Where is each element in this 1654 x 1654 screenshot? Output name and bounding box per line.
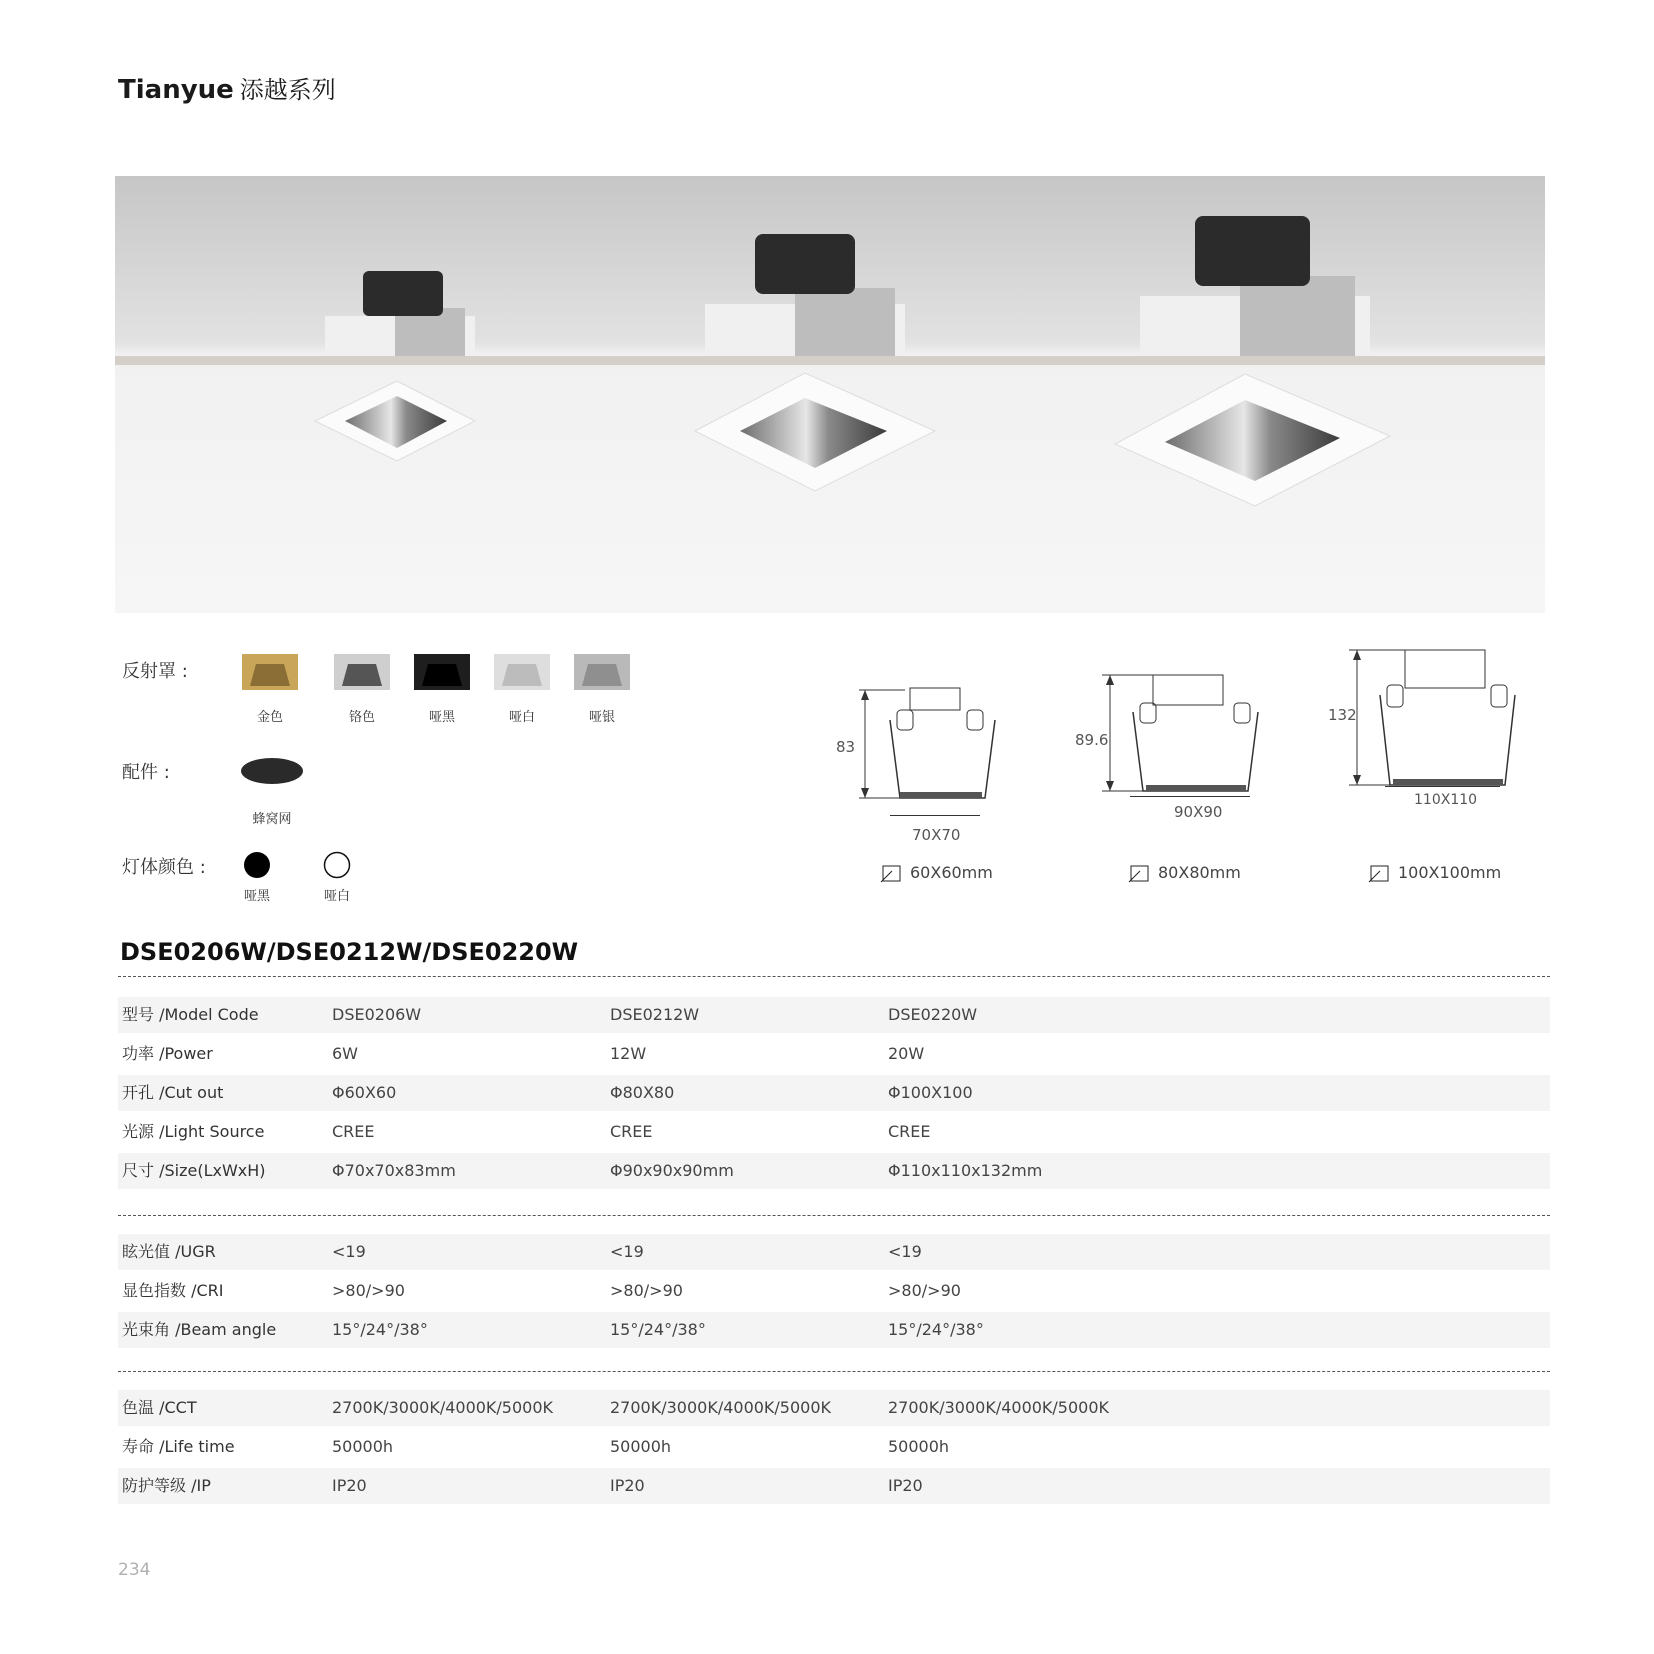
divider	[118, 1371, 1550, 1372]
spec-row	[118, 1075, 1550, 1111]
dimension-drawing-3	[1345, 645, 1525, 799]
dimension-height-2: 89.6	[1075, 731, 1109, 749]
dimension-drawing-1	[855, 680, 1015, 824]
spec-value: 2700K/3000K/4000K/5000K	[332, 1398, 554, 1417]
reflector-label: 反射罩 :	[122, 661, 188, 682]
spec-value: CREE	[610, 1122, 653, 1141]
dimension-width-2: 90X90	[1174, 803, 1223, 821]
spec-value: <19	[610, 1242, 644, 1261]
spec-value: 15°/24°/38°	[332, 1320, 428, 1339]
reflector-name-gold: 金色	[256, 710, 283, 725]
spec-row	[118, 1390, 1550, 1426]
cutout-size-1: 60X60mm	[910, 863, 993, 882]
spec-value: >80/>90	[888, 1281, 961, 1300]
spec-value: Φ80X80	[610, 1083, 675, 1102]
reflector-swatch-matte-white	[494, 652, 550, 696]
spec-row	[118, 1312, 1550, 1348]
spec-value: DSE0212W	[610, 1005, 700, 1024]
dimension-width-line-2	[1130, 796, 1250, 797]
reflector-name-matte-silver: 哑银	[588, 710, 615, 725]
spec-value: DSE0206W	[332, 1005, 422, 1024]
body-color-label: 灯体颜色 :	[122, 857, 206, 878]
spec-value: Φ100X100	[888, 1083, 973, 1102]
divider	[118, 976, 1550, 977]
spec-row	[118, 1036, 1550, 1072]
reflector-swatch-matte-black	[414, 652, 470, 696]
series-name: 添越系列	[239, 76, 336, 104]
spec-value: 2700K/3000K/4000K/5000K	[888, 1398, 1110, 1417]
reflector-swatch-matte-silver	[574, 652, 630, 696]
spec-value: IP20	[610, 1476, 645, 1495]
divider	[118, 1215, 1550, 1216]
spec-value: Φ60X60	[332, 1083, 397, 1102]
spec-value: Φ110x110x132mm	[888, 1161, 1043, 1180]
dimension-width-line-1	[890, 815, 980, 816]
spec-value: IP20	[332, 1476, 367, 1495]
spec-label: 寿命 /Life time	[122, 1437, 235, 1456]
body-color-swatch-white	[322, 850, 352, 884]
spec-value: >80/>90	[332, 1281, 405, 1300]
brand-name: Tianyue	[118, 75, 234, 105]
spec-label: 功率 /Power	[122, 1044, 213, 1063]
cutout-icon	[1368, 864, 1390, 888]
spec-value: Φ70x70x83mm	[332, 1161, 456, 1180]
body-color-swatch-black	[242, 850, 272, 884]
spec-value: CREE	[332, 1122, 375, 1141]
spec-value: 50000h	[332, 1437, 394, 1456]
dimension-width-3: 110X110	[1414, 792, 1478, 808]
cutout-size-3: 100X100mm	[1398, 863, 1502, 882]
spec-label: 色温 /CCT	[122, 1398, 197, 1417]
dimension-height-3: 132	[1328, 706, 1357, 724]
spec-value: 50000h	[610, 1437, 672, 1456]
spec-row	[118, 1234, 1550, 1270]
product-small	[315, 271, 475, 461]
spec-value: >80/>90	[610, 1281, 683, 1300]
accessory-label: 配件 :	[122, 762, 170, 783]
spec-value: 12W	[610, 1044, 647, 1063]
spec-value: <19	[888, 1242, 922, 1261]
spec-value: 15°/24°/38°	[610, 1320, 706, 1339]
spec-label: 防护等级 /IP	[122, 1476, 211, 1495]
page-number: 234	[118, 1560, 151, 1580]
spec-value: <19	[332, 1242, 366, 1261]
honeycomb-swatch	[240, 756, 304, 790]
model-heading: DSE0206W/DSE0212W/DSE0220W	[120, 938, 579, 966]
accessory-name-honeycomb: 蜂窝网	[252, 812, 292, 827]
spec-label: 眩光值 /UGR	[122, 1242, 216, 1261]
hero-product-image	[115, 176, 1545, 613]
cutout-size-2: 80X80mm	[1158, 863, 1241, 882]
dimension-drawing-2	[1098, 667, 1268, 821]
spec-label: 显色指数 /CRI	[122, 1281, 224, 1300]
spec-value: Φ90x90x90mm	[610, 1161, 734, 1180]
spec-row	[118, 1468, 1550, 1504]
body-color-name-black: 哑黑	[243, 889, 270, 904]
cutout-icon	[880, 864, 902, 888]
spec-value: 6W	[332, 1044, 358, 1063]
spec-value: DSE0220W	[888, 1005, 978, 1024]
spec-label: 尺寸 /Size(LxWxH)	[122, 1161, 266, 1180]
spec-value: 15°/24°/38°	[888, 1320, 984, 1339]
dimension-width-line-3	[1385, 786, 1500, 787]
cutout-icon	[1128, 864, 1150, 888]
spec-label: 开孔 /Cut out	[122, 1083, 224, 1102]
spec-value: 50000h	[888, 1437, 950, 1456]
spec-value: 2700K/3000K/4000K/5000K	[610, 1398, 832, 1417]
reflector-name-matte-black: 哑黑	[428, 710, 455, 725]
spec-value: IP20	[888, 1476, 923, 1495]
spec-value: CREE	[888, 1122, 931, 1141]
dimension-width-1: 70X70	[912, 826, 961, 844]
spec-row	[118, 1429, 1550, 1465]
spec-label: 光束角 /Beam angle	[122, 1320, 277, 1339]
dimension-height-1: 83	[836, 738, 856, 756]
spec-value: 20W	[888, 1044, 925, 1063]
reflector-name-matte-white: 哑白	[508, 710, 535, 725]
reflector-name-chrome: 铬色	[348, 710, 375, 725]
page-title	[118, 70, 336, 105]
reflector-swatch-gold	[242, 652, 298, 696]
spec-label: 光源 /Light Source	[122, 1122, 265, 1141]
spec-label: 型号 /Model Code	[122, 1005, 259, 1024]
spec-row	[118, 1153, 1550, 1189]
body-color-name-white: 哑白	[323, 889, 350, 904]
spec-row	[118, 997, 1550, 1033]
reflector-swatch-chrome	[334, 652, 390, 696]
spec-row	[118, 1114, 1550, 1150]
spec-row	[118, 1273, 1550, 1309]
